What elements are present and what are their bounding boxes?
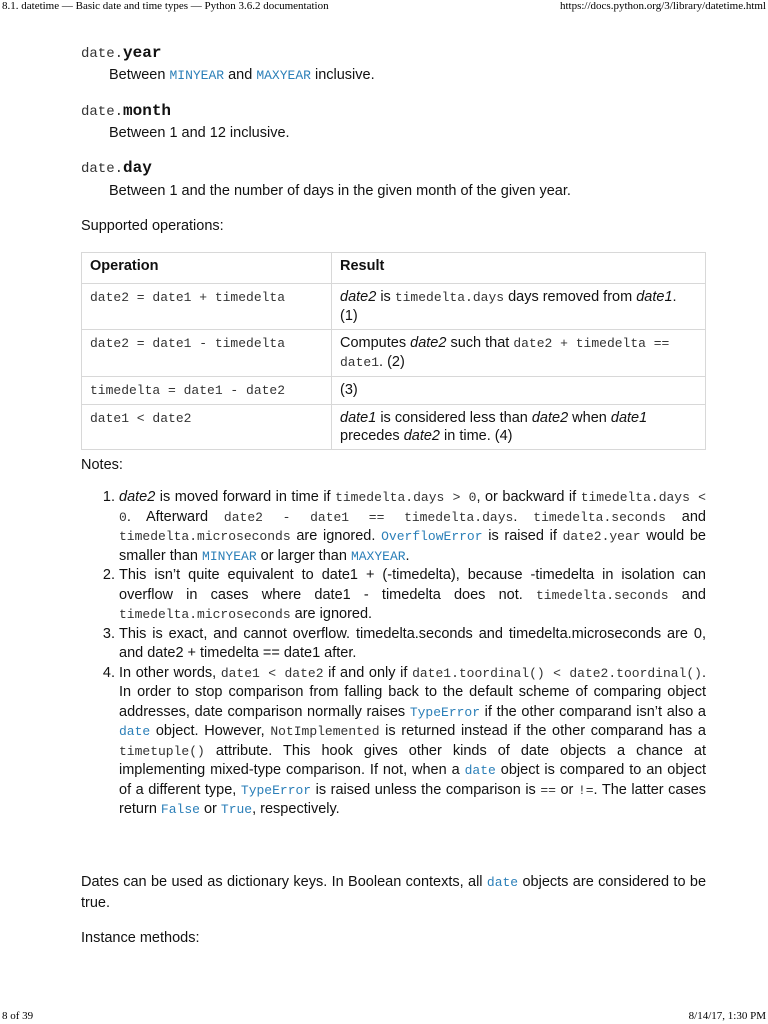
header-title: 8.1. datetime — Basic date and time types — Python 3.6.2 documentation <box>2 0 329 12</box>
table-row <box>82 405 706 450</box>
footer-date: 8/14/17, 1:30 PM <box>688 1010 766 1022</box>
link-date[interactable]: date <box>119 724 151 739</box>
dictionary-keys-paragraph: Dates can be used as dictionary keys. In Boolean contexts, all date objects are considered to be true. <box>81 874 707 911</box>
link-date[interactable]: date <box>464 763 496 778</box>
link-maxyear[interactable]: MAXYEAR <box>256 68 311 83</box>
note-item-4: 4. In other words, date1 < date2 if and only if date1.toordinal() < date2.toordinal(). In order to stop comparison from falling back to the default scheme of comparing object addresses, date comparison normally raises TypeError if the other comparand isn’t also a date object. However, NotImplemented is returned instead if the other comparand has a timetuple() attribute. This hook gives other kinds of date objects a chance at implementing mixed-type comparison. If not, when a date object is compared to an object of a different type, TypeError is raised unless the comparison is == or !=. The latter cases return False or True, respectively. <box>119 664 706 820</box>
link-typeerror[interactable]: TypeError <box>409 704 481 720</box>
result-cell: Computes date2 such that date2 + timedelta == date1. (2) <box>332 330 706 377</box>
note-item-2: 2. This isn’t quite equivalent to date1 + (-timedelta), because -timedelta in isolation can overflow in cases where date1 - timedelta does not. timedelta.seconds and timedelta.microseconds are ignored. <box>119 566 706 625</box>
table-row <box>82 377 706 405</box>
print-header <box>0 0 768 14</box>
attr-day-desc: Between 1 and the number of days in the given month of the given year. <box>109 183 571 199</box>
table-header-row <box>82 253 706 284</box>
col-header-result: Result <box>332 253 706 284</box>
col-header-operation: Operation <box>82 253 332 284</box>
attr-year-desc: Between MINYEAR and MAXYEAR inclusive. <box>109 67 375 83</box>
attr-name[interactable]: month <box>123 102 172 120</box>
link-true[interactable]: True <box>220 802 253 817</box>
operation-cell: timedelta = date1 - date2 <box>82 377 332 405</box>
link-minyear[interactable]: MINYEAR <box>202 548 257 564</box>
attr-prefix: date. <box>81 104 124 120</box>
table-row <box>82 284 706 330</box>
attr-year-signature <box>81 44 161 62</box>
attr-prefix: date. <box>81 46 124 62</box>
attr-month-signature <box>81 102 171 120</box>
header-url: https://docs.python.org/3/library/datetime.html <box>559 0 766 12</box>
operation-cell: date2 = date1 + timedelta <box>82 284 332 330</box>
attr-day-signature <box>81 159 152 177</box>
result-cell: date1 is considered less than date2 when date1 precedes date2 in time. (4) <box>332 405 706 450</box>
notes-list <box>81 488 706 820</box>
result-cell: date2 is timedelta.days days removed from date1. (1) <box>332 284 706 330</box>
note-item-3: 3. This is exact, and cannot overflow. timedelta.seconds and timedelta.microseconds are 0, and date2 + timedelta == date1 after. <box>119 625 706 664</box>
link-false[interactable]: False <box>160 802 200 817</box>
attr-name[interactable]: year <box>123 44 162 62</box>
operation-cell: date2 = date1 - timedelta <box>82 330 332 377</box>
operation-cell: date1 < date2 <box>82 405 332 450</box>
print-footer <box>0 1010 768 1024</box>
table-row <box>82 330 706 377</box>
notes-label: Notes: <box>81 457 123 473</box>
link-date[interactable]: date <box>486 875 519 890</box>
note-item-1: 1. date2 is moved forward in time if timedelta.days > 0, or backward if timedelta.days < 0. Afterward date2 - date1 == timedelta.days. timedelta.seconds and timedelta.microseconds are ignored. OverflowError is raised if date2.year would be smaller than MINYEAR or larger than MAXYEAR. <box>119 488 706 566</box>
operations-table <box>81 252 706 450</box>
link-minyear[interactable]: MINYEAR <box>169 68 225 83</box>
link-maxyear[interactable]: MAXYEAR <box>350 548 406 564</box>
link-overflowerror[interactable]: OverflowError <box>381 529 483 544</box>
supported-operations-label: Supported operations: <box>81 218 224 234</box>
footer-page: 8 of 39 <box>2 1010 34 1022</box>
result-cell: (3) <box>332 377 706 405</box>
instance-methods-label: Instance methods: <box>81 930 200 946</box>
attr-name[interactable]: day <box>123 159 152 177</box>
attr-month-desc: Between 1 and 12 inclusive. <box>109 125 290 141</box>
attr-prefix: date. <box>81 161 124 177</box>
link-typeerror[interactable]: TypeError <box>240 782 312 798</box>
